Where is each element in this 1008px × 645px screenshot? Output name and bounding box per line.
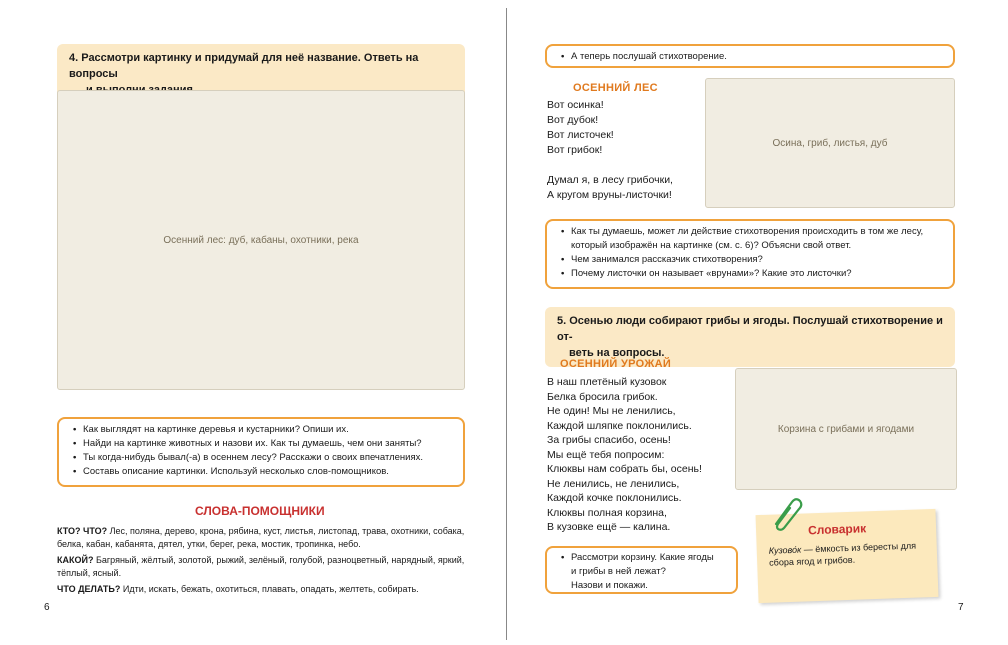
- poem-line: Вот осинка!: [547, 99, 604, 111]
- helper-text: Идти, искать, бежать, охотиться, плавать, опадать, желтеть, собирать.: [122, 584, 419, 594]
- poem-line: Не ленились, не ленились,: [547, 477, 680, 490]
- helper-kto: [57, 525, 467, 550]
- poem-line: Думал я, в лесу грибочки,: [547, 174, 673, 186]
- question-item: • Чем занимался рассказчик стихотворения?: [561, 253, 943, 267]
- basket-illustration: [735, 368, 957, 490]
- poem-line: Каждой кочке поклонились.: [547, 492, 682, 504]
- helper-words-title: СЛОВА-ПОМОЩНИКИ: [195, 504, 325, 518]
- dictionary-word: Кузово́к: [768, 544, 802, 556]
- poem-line: Клюквы нам собрать бы, осень!: [547, 463, 702, 475]
- question-item: • Составь описание картинки. Используй несколько слов-помощников.: [73, 465, 453, 479]
- helper-label: КТО? ЧТО?: [57, 526, 108, 536]
- poem2-title: ОСЕННИЙ УРОЖАЙ: [560, 358, 672, 370]
- poem-line: Вот листочек!: [547, 129, 614, 141]
- basket-task-box: [545, 546, 738, 594]
- poem-line: [547, 158, 673, 173]
- question-item: • Как выглядят на картинке деревья и кустарники? Опиши их.: [73, 423, 453, 437]
- task-text-line1: Осенью люди собирают грибы и ягоды. Послушай стихотворение и от-: [557, 315, 943, 343]
- paperclip-icon: [768, 494, 808, 534]
- poem-line: В наш плетёный кузовок: [547, 376, 667, 388]
- dictionary-entry: [769, 539, 926, 568]
- question-item: • Как ты думаешь, может ли действие стихотворения происходить в том же лесу, который изображён на картинке (см. с. 6)? Объясни свой ответ.: [561, 225, 943, 253]
- helper-text: белка, кабан, кабанята, дятел, утки, берег, река, мостик, тропинка, небо.: [57, 538, 361, 549]
- question-item: • Ты когда-нибудь бывал(-а) в осеннем лесу? Расскажи о своих впечатлениях.: [73, 451, 453, 465]
- task-text-line2: веть на вопросы.: [569, 347, 665, 359]
- question-item: • Рассмотри корзину. Какие ягоды и грибы в ней лежат? Назови и покажи.: [561, 551, 726, 593]
- poem-line: Белка бросила грибок.: [547, 390, 658, 403]
- question-item: • Почему листочки он называет «врунами»? Какие это листочки?: [561, 267, 943, 281]
- illustration-label: Осенний лес: дуб, кабаны, охотники, река: [163, 234, 359, 246]
- task-number: 4.: [69, 52, 79, 64]
- task-text-line1: Рассмотри картинку и придумай для неё название. Ответь на вопросы: [69, 52, 419, 80]
- helper-label: ЧТО ДЕЛАТЬ?: [57, 584, 121, 594]
- helper-text: Лес, поляна, дерево, крона, рябина, куст, листья, листопад, трава, охотники, собака,: [109, 526, 465, 536]
- dictionary-definition: — ёмкость из бересты для сбора ягод и грибов.: [769, 540, 917, 568]
- forest-illustration: [57, 90, 465, 390]
- illustration-label: Осина, гриб, листья, дуб: [772, 137, 888, 149]
- helper-label: КАКОЙ?: [57, 555, 94, 565]
- page-number-right: 7: [958, 602, 964, 613]
- poem2-text: [547, 375, 702, 535]
- page-number-left: 6: [44, 602, 50, 613]
- helper-text: Багряный, жёлтый, золотой, рыжий, зелёный, голубой, разноцветный, нарядный, яркий,: [95, 555, 465, 565]
- poem-line: Мы ещё тебя попросим:: [547, 448, 665, 461]
- helper-delat: [57, 583, 467, 596]
- question-item: • Найди на картинке животных и назови их. Как ты думаешь, чем они заняты?: [73, 437, 453, 451]
- poem-line: За грибы спасибо, осень!: [547, 434, 671, 446]
- illustration-label: Корзина с грибами и ягодами: [777, 423, 915, 435]
- poem-line: Вот грибок!: [547, 144, 603, 156]
- poem-line: Каждой шляпке поклонились.: [547, 419, 692, 432]
- listen-text: • А теперь послушай стихотворение.: [561, 50, 943, 64]
- task-number: 5.: [557, 315, 567, 327]
- poem1-text: [547, 98, 673, 203]
- poem1-title: ОСЕННИЙ ЛЕС: [573, 82, 658, 94]
- poem-line: Не один! Мы не ленились,: [547, 405, 676, 417]
- poem-line: Вот дубок!: [547, 114, 599, 126]
- dictionary-title: Словарик: [807, 521, 867, 538]
- page-divider: [506, 8, 507, 640]
- right-questions-box: [545, 219, 955, 289]
- poem-line: В кузовке ещё — калина.: [547, 521, 671, 533]
- poem-line: А кругом вруны-листочки!: [547, 189, 672, 201]
- helper-text: тёплый, ясный.: [57, 567, 122, 578]
- poem-line: Клюквы полная корзина,: [547, 506, 667, 519]
- helper-kakoi: [57, 554, 467, 579]
- trees-illustration: [705, 78, 955, 208]
- listen-box: [545, 44, 955, 68]
- left-questions-box: [57, 417, 465, 487]
